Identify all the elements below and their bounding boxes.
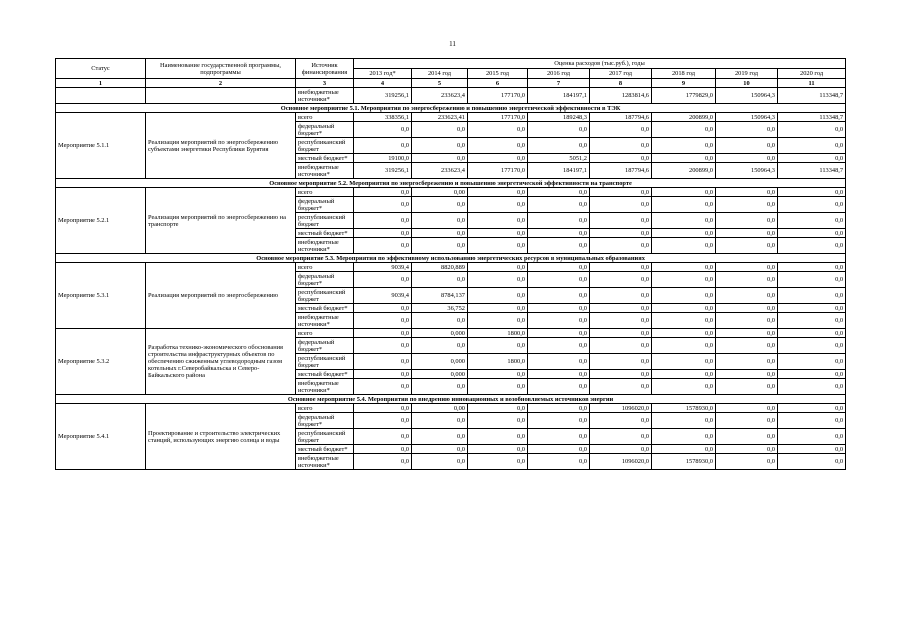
value-cell: 177170,0 — [468, 113, 528, 122]
value-cell: 187794,6 — [590, 163, 652, 179]
value-cell: 0,0 — [528, 338, 590, 354]
value-cell: 0,0 — [528, 213, 590, 229]
value-cell: 0,0 — [778, 197, 846, 213]
column-index: 6 — [468, 79, 528, 88]
status-cell: Мероприятие 5.3.1 — [56, 263, 146, 329]
value-cell: 0,0 — [716, 379, 778, 395]
header-year: 2016 год — [528, 69, 590, 79]
value-cell: 36,752 — [412, 304, 468, 313]
value-cell: 0,0 — [528, 429, 590, 445]
value-cell: 0,00 — [412, 188, 468, 197]
value-cell: 0,0 — [354, 272, 412, 288]
value-cell: 0,0 — [590, 213, 652, 229]
column-index-row — [56, 79, 846, 88]
value-cell: 0,0 — [652, 313, 716, 329]
value-cell: 0,0 — [590, 329, 652, 338]
table-row — [56, 329, 846, 338]
table-row — [56, 188, 846, 197]
value-cell: 0,0 — [652, 213, 716, 229]
value-cell: 0,0 — [528, 272, 590, 288]
value-cell: 0,0 — [716, 404, 778, 413]
value-cell: 0,0 — [716, 445, 778, 454]
value-cell: 0,0 — [412, 379, 468, 395]
value-cell: 0,0 — [716, 370, 778, 379]
value-cell: 0,0 — [590, 263, 652, 272]
column-index: 11 — [778, 79, 846, 88]
value-cell: 0,0 — [778, 272, 846, 288]
value-cell: 0,0 — [468, 272, 528, 288]
value-cell: 0,0 — [468, 138, 528, 154]
value-cell: 0,0 — [412, 138, 468, 154]
value-cell: 0,0 — [468, 229, 528, 238]
value-cell: 0,0 — [716, 354, 778, 370]
value-cell: 1800,0 — [468, 354, 528, 370]
value-cell: 233623,41 — [412, 113, 468, 122]
name-cell: Проектирование и строительство электрических станций, использующих энергию солнца и воды — [146, 404, 296, 470]
value-cell: 0,0 — [652, 229, 716, 238]
value-cell: 0,0 — [778, 213, 846, 229]
value-cell: 0,0 — [468, 379, 528, 395]
section-title: Основное мероприятие 5.4. Мероприятия по внедрению инновационных и возобновляемых источников энергии — [56, 395, 846, 404]
value-cell: 0,0 — [652, 238, 716, 254]
column-index: 1 — [56, 79, 146, 88]
value-cell: 0,0 — [778, 379, 846, 395]
value-cell: 0,0 — [716, 154, 778, 163]
value-cell: 0,0 — [528, 454, 590, 470]
source-cell: федеральный бюджет* — [296, 272, 354, 288]
column-index: 10 — [716, 79, 778, 88]
value-cell: 0,0 — [354, 354, 412, 370]
value-cell: 0,0 — [778, 154, 846, 163]
value-cell: 150964,3 — [716, 163, 778, 179]
value-cell: 0,0 — [468, 413, 528, 429]
value-cell: 0,0 — [590, 288, 652, 304]
value-cell: 0,0 — [652, 370, 716, 379]
table-row — [56, 263, 846, 272]
value-cell: 0,0 — [652, 354, 716, 370]
section-title-row — [56, 179, 846, 188]
header-year: 2015 год — [468, 69, 528, 79]
source-cell: республиканский бюджет — [296, 429, 354, 445]
value-cell: 184197,1 — [528, 163, 590, 179]
section-title: Основное мероприятие 5.3. Мероприятия по эффективному использованию энергетических ресурсов в муниципальных образованиях — [56, 254, 846, 263]
value-cell: 0,0 — [354, 454, 412, 470]
value-cell: 1578930,0 — [652, 404, 716, 413]
value-cell: 5051,2 — [528, 154, 590, 163]
value-cell: 0,0 — [590, 304, 652, 313]
value-cell: 0,0 — [468, 213, 528, 229]
value-cell: 0,0 — [778, 138, 846, 154]
source-cell: республиканский бюджет — [296, 354, 354, 370]
source-cell: внебюджетные источники* — [296, 313, 354, 329]
value-cell: 0,0 — [778, 263, 846, 272]
value-cell: 0,0 — [778, 238, 846, 254]
table-row — [56, 113, 846, 122]
value-cell: 0,0 — [412, 154, 468, 163]
column-index: 9 — [652, 79, 716, 88]
value-cell: 0,0 — [778, 122, 846, 138]
value-cell: 0,0 — [354, 370, 412, 379]
value-cell: 319256,1 — [354, 163, 412, 179]
value-cell: 0,0 — [468, 404, 528, 413]
value-cell: 0,0 — [716, 213, 778, 229]
value-cell: 0,0 — [354, 429, 412, 445]
value-cell: 0,0 — [528, 229, 590, 238]
section-title: Основное мероприятие 5.1. Мероприятия по энергосбережению и повышению энергетической эффективности в ТЭК — [56, 104, 846, 113]
header-year: 2019 год — [716, 69, 778, 79]
source-cell: всего — [296, 188, 354, 197]
value-cell: 0,0 — [778, 229, 846, 238]
source-cell: внебюджетные источники* — [296, 238, 354, 254]
column-index: 3 — [296, 79, 354, 88]
value-cell: 0,0 — [652, 272, 716, 288]
value-cell: 0,0 — [412, 445, 468, 454]
status-cell: Мероприятие 5.2.1 — [56, 188, 146, 254]
header-program-name: Наименование государственной программы, подпрограммы — [146, 59, 296, 79]
status-cell: Мероприятие 5.1.1 — [56, 113, 146, 179]
value-cell: 1800,0 — [468, 329, 528, 338]
value-cell: 0,0 — [354, 138, 412, 154]
value-cell: 177170,0 — [468, 163, 528, 179]
value-cell: 0,0 — [528, 188, 590, 197]
value-cell: 150964,3 — [716, 113, 778, 122]
column-index: 7 — [528, 79, 590, 88]
value-cell: 9039,4 — [354, 263, 412, 272]
value-cell: 0,0 — [354, 413, 412, 429]
value-cell: 0,0 — [652, 197, 716, 213]
value-cell: 1779829,0 — [652, 88, 716, 104]
value-cell: 0,0 — [528, 370, 590, 379]
column-index: 2 — [146, 79, 296, 88]
value-cell: 0,0 — [412, 229, 468, 238]
value-cell: 0,0 — [354, 188, 412, 197]
value-cell: 0,0 — [716, 122, 778, 138]
source-cell: внебюджетные источники* — [296, 163, 354, 179]
value-cell: 0,0 — [590, 313, 652, 329]
value-cell: 0,0 — [716, 188, 778, 197]
value-cell: 0,0 — [652, 122, 716, 138]
value-cell: 0,0 — [354, 122, 412, 138]
value-cell: 0,0 — [778, 370, 846, 379]
header-year: 2018 год — [652, 69, 716, 79]
value-cell: 0,0 — [778, 338, 846, 354]
value-cell: 0,0 — [590, 354, 652, 370]
value-cell: 189248,3 — [528, 113, 590, 122]
value-cell: 0,0 — [590, 197, 652, 213]
value-cell: 0,0 — [468, 263, 528, 272]
value-cell: 0,0 — [652, 379, 716, 395]
value-cell: 0,0 — [528, 238, 590, 254]
value-cell: 0,0 — [778, 304, 846, 313]
section-title-row — [56, 104, 846, 113]
value-cell: 0,0 — [590, 272, 652, 288]
value-cell: 233623,4 — [412, 163, 468, 179]
value-cell: 0,0 — [468, 454, 528, 470]
name-cell: Реализация мероприятий по энергосбережению — [146, 263, 296, 329]
value-cell: 0,0 — [716, 304, 778, 313]
value-cell: 0,0 — [412, 413, 468, 429]
source-cell: всего — [296, 404, 354, 413]
value-cell: 0,0 — [468, 154, 528, 163]
value-cell: 0,0 — [716, 272, 778, 288]
value-cell: 0,0 — [778, 188, 846, 197]
value-cell: 200899,0 — [652, 163, 716, 179]
header-status: Статус — [56, 59, 146, 79]
value-cell: 113348,7 — [778, 88, 846, 104]
value-cell: 0,0 — [468, 304, 528, 313]
value-cell: 0,0 — [716, 263, 778, 272]
value-cell: 0,0 — [590, 338, 652, 354]
header-year: 2014 год — [412, 69, 468, 79]
value-cell: 0,0 — [590, 122, 652, 138]
value-cell: 0,00 — [412, 404, 468, 413]
value-cell: 0,0 — [778, 329, 846, 338]
value-cell: 0,0 — [528, 288, 590, 304]
section-title-row — [56, 395, 846, 404]
value-cell: 0,0 — [590, 154, 652, 163]
value-cell: 0,000 — [412, 370, 468, 379]
value-cell: 1283814,6 — [590, 88, 652, 104]
value-cell: 0,0 — [652, 154, 716, 163]
value-cell: 0,0 — [468, 122, 528, 138]
value-cell: 0,0 — [778, 288, 846, 304]
value-cell: 0,0 — [468, 429, 528, 445]
value-cell: 177170,0 — [468, 88, 528, 104]
value-cell: 0,0 — [412, 272, 468, 288]
value-cell: 0,0 — [716, 338, 778, 354]
header-source: Источник финансирования — [296, 59, 354, 79]
source-cell: федеральный бюджет* — [296, 197, 354, 213]
value-cell: 233623,4 — [412, 88, 468, 104]
value-cell: 0,0 — [778, 454, 846, 470]
value-cell: 113348,7 — [778, 163, 846, 179]
value-cell: 0,0 — [652, 138, 716, 154]
value-cell: 187794,6 — [590, 113, 652, 122]
value-cell: 0,0 — [412, 197, 468, 213]
section-title-row — [56, 254, 846, 263]
value-cell: 0,0 — [590, 370, 652, 379]
name-cell: Разработка технико-экономического обоснования строительства инфраструктурных объектов по обеспечению сжиженным углеводородным газом котельных г.Северобайкальска и Северо-Байкальского района — [146, 329, 296, 395]
value-cell: 0,0 — [468, 197, 528, 213]
value-cell: 1578930,0 — [652, 454, 716, 470]
value-cell: 1096020,0 — [590, 404, 652, 413]
value-cell: 0,0 — [412, 313, 468, 329]
value-cell: 0,0 — [778, 429, 846, 445]
value-cell: 0,0 — [354, 379, 412, 395]
value-cell: 0,0 — [412, 213, 468, 229]
value-cell: 0,0 — [652, 288, 716, 304]
value-cell: 0,0 — [528, 122, 590, 138]
source-cell: федеральный бюджет* — [296, 338, 354, 354]
value-cell: 0,0 — [778, 445, 846, 454]
source-cell: внебюджетные источники* — [296, 454, 354, 470]
name-cell: Реализация мероприятий по энергосбережению на транспорте — [146, 188, 296, 254]
value-cell: 0,0 — [778, 313, 846, 329]
value-cell: 150964,3 — [716, 88, 778, 104]
value-cell: 0,0 — [468, 313, 528, 329]
value-cell: 8820,889 — [412, 263, 468, 272]
value-cell: 0,0 — [590, 188, 652, 197]
value-cell: 0,0 — [652, 304, 716, 313]
value-cell: 0,0 — [652, 413, 716, 429]
value-cell: 0,0 — [528, 304, 590, 313]
value-cell: 0,0 — [412, 429, 468, 445]
value-cell: 0,0 — [590, 229, 652, 238]
column-index: 8 — [590, 79, 652, 88]
value-cell: 0,0 — [528, 445, 590, 454]
source-cell: всего — [296, 329, 354, 338]
header-year: 2020 год — [778, 69, 846, 79]
value-cell: 0,0 — [716, 229, 778, 238]
value-cell: 0,0 — [354, 338, 412, 354]
value-cell: 0,0 — [468, 188, 528, 197]
source-cell: внебюджетные источники* — [296, 379, 354, 395]
value-cell: 0,0 — [354, 197, 412, 213]
value-cell: 200899,0 — [652, 113, 716, 122]
section-title: Основное мероприятие 5.2. Мероприятия по энергосбережению и повышению энергетической эффективности на транспорте — [56, 179, 846, 188]
value-cell: 319256,1 — [354, 88, 412, 104]
value-cell: 0,0 — [468, 370, 528, 379]
value-cell: 184197,1 — [528, 88, 590, 104]
value-cell: 0,0 — [652, 429, 716, 445]
name-cell — [146, 88, 296, 104]
value-cell: 0,0 — [716, 138, 778, 154]
value-cell: 0,0 — [354, 229, 412, 238]
source-cell: федеральный бюджет* — [296, 122, 354, 138]
source-cell: республиканский бюджет — [296, 138, 354, 154]
name-cell: Реализация мероприятий по энергосбережению субъектами энергетики Республики Бурятия — [146, 113, 296, 179]
value-cell: 0,0 — [354, 404, 412, 413]
value-cell: 0,0 — [528, 138, 590, 154]
value-cell: 19100,0 — [354, 154, 412, 163]
value-cell: 0,0 — [716, 413, 778, 429]
source-cell: республиканский бюджет — [296, 213, 354, 229]
value-cell: 0,0 — [412, 238, 468, 254]
column-index: 5 — [412, 79, 468, 88]
source-cell: местный бюджет* — [296, 445, 354, 454]
value-cell: 0,0 — [528, 354, 590, 370]
value-cell: 0,0 — [590, 413, 652, 429]
source-cell: местный бюджет* — [296, 154, 354, 163]
value-cell: 0,000 — [412, 329, 468, 338]
value-cell: 0,0 — [590, 429, 652, 445]
value-cell: 0,0 — [652, 445, 716, 454]
status-cell: Мероприятие 5.3.2 — [56, 329, 146, 395]
value-cell: 0,0 — [652, 329, 716, 338]
source-cell: местный бюджет* — [296, 370, 354, 379]
value-cell: 0,0 — [590, 138, 652, 154]
value-cell: 0,0 — [468, 445, 528, 454]
value-cell: 0,0 — [354, 238, 412, 254]
value-cell: 0,0 — [716, 429, 778, 445]
table-row — [56, 404, 846, 413]
status-cell — [56, 88, 146, 104]
value-cell: 0,0 — [412, 338, 468, 354]
value-cell: 0,0 — [778, 354, 846, 370]
value-cell: 9039,4 — [354, 288, 412, 304]
value-cell: 338356,1 — [354, 113, 412, 122]
value-cell: 0,000 — [412, 354, 468, 370]
value-cell: 0,0 — [412, 454, 468, 470]
value-cell: 0,0 — [778, 413, 846, 429]
value-cell: 0,0 — [528, 329, 590, 338]
value-cell: 0,0 — [528, 313, 590, 329]
value-cell: 0,0 — [528, 263, 590, 272]
value-cell: 0,0 — [716, 313, 778, 329]
value-cell: 113348,7 — [778, 113, 846, 122]
value-cell: 0,0 — [354, 304, 412, 313]
header-year: 2013 год* — [354, 69, 412, 79]
value-cell: 0,0 — [590, 379, 652, 395]
value-cell: 1096020,0 — [590, 454, 652, 470]
value-cell: 0,0 — [468, 238, 528, 254]
value-cell: 0,0 — [652, 188, 716, 197]
value-cell: 0,0 — [716, 197, 778, 213]
budget-table — [55, 58, 846, 470]
value-cell: 0,0 — [590, 238, 652, 254]
header-year: 2017 год — [590, 69, 652, 79]
table-row — [56, 88, 846, 104]
header-estimate: Оценка расходов (тыс.руб.), годы — [354, 59, 846, 69]
value-cell: 0,0 — [716, 454, 778, 470]
column-index: 4 — [354, 79, 412, 88]
source-cell: местный бюджет* — [296, 304, 354, 313]
value-cell: 0,0 — [716, 238, 778, 254]
value-cell: 8784,137 — [412, 288, 468, 304]
page-number: 11 — [449, 40, 456, 48]
value-cell: 0,0 — [354, 445, 412, 454]
value-cell: 0,0 — [468, 288, 528, 304]
value-cell: 0,0 — [528, 404, 590, 413]
value-cell: 0,0 — [652, 263, 716, 272]
value-cell: 0,0 — [716, 329, 778, 338]
value-cell: 0,0 — [652, 338, 716, 354]
source-cell: местный бюджет* — [296, 229, 354, 238]
source-cell: всего — [296, 113, 354, 122]
source-cell: всего — [296, 263, 354, 272]
value-cell: 0,0 — [716, 288, 778, 304]
value-cell: 0,0 — [354, 313, 412, 329]
source-cell: внебюджетные источники* — [296, 88, 354, 104]
value-cell: 0,0 — [468, 338, 528, 354]
value-cell: 0,0 — [590, 445, 652, 454]
source-cell: республиканский бюджет — [296, 288, 354, 304]
value-cell: 0,0 — [528, 379, 590, 395]
value-cell: 0,0 — [778, 404, 846, 413]
source-cell: федеральный бюджет* — [296, 413, 354, 429]
value-cell: 0,0 — [528, 413, 590, 429]
status-cell: Мероприятие 5.4.1 — [56, 404, 146, 470]
value-cell: 0,0 — [354, 329, 412, 338]
value-cell: 0,0 — [354, 213, 412, 229]
value-cell: 0,0 — [412, 122, 468, 138]
value-cell: 0,0 — [528, 197, 590, 213]
